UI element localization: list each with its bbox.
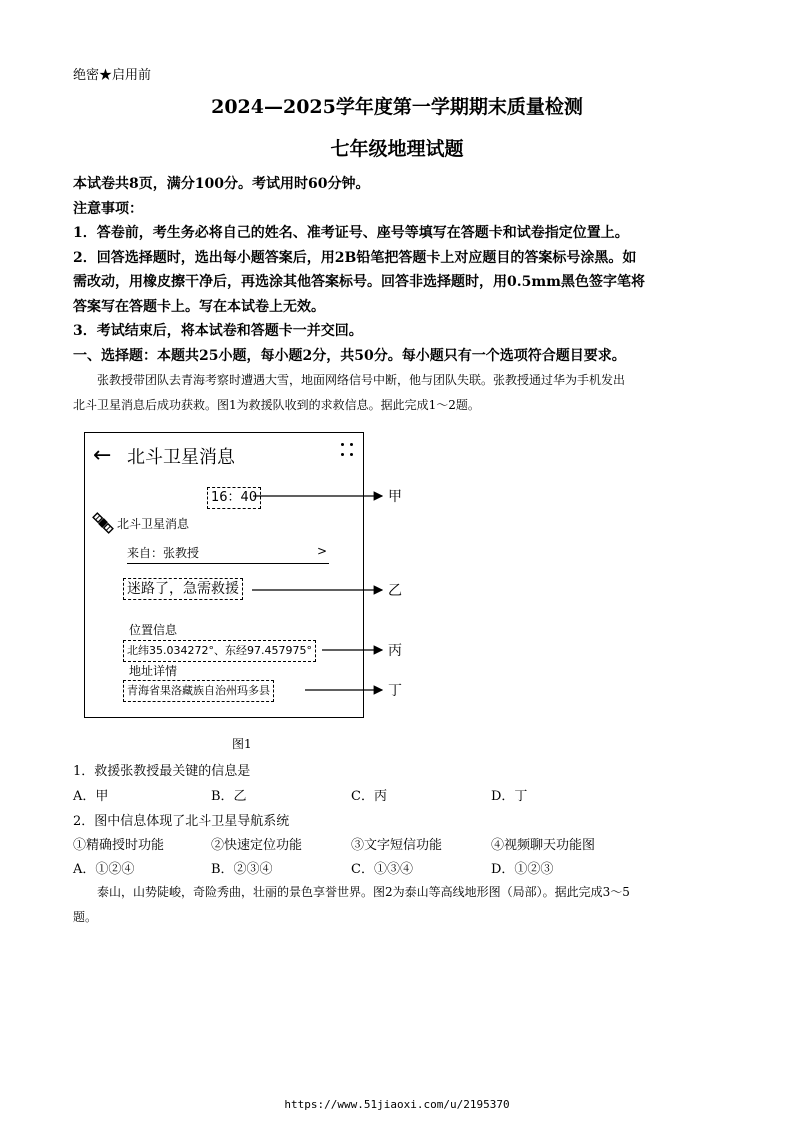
pointer-label-ding: 丁 bbox=[388, 683, 402, 699]
figure-title: 北斗卫星消息 bbox=[127, 447, 235, 468]
q2-option-d: D．①②③ bbox=[491, 862, 554, 877]
note-2-line-3: 答案写在答题卡上。写在本试卷上无效。 bbox=[73, 298, 325, 315]
question-1-stem: 1．救援张教授最关键的信息是 bbox=[73, 764, 251, 779]
q2-statement-3: ③文字短信功能 bbox=[351, 838, 443, 853]
passage-1 bbox=[73, 368, 723, 417]
passage-2 bbox=[73, 880, 723, 929]
note-2-line-2: 需改动，用橡皮擦干净后，再选涂其他答案标号。回答非选择题时，用0.5mm黑色签字笔将 bbox=[73, 274, 645, 290]
note-1: 1．答卷前，考生务必将自己的姓名、准考证号、座号等填写在答题卡和试卷指定位置上。 bbox=[73, 225, 629, 241]
figure-1-caption: 图1 bbox=[232, 737, 252, 751]
pointer-label-yi: 乙 bbox=[388, 583, 402, 599]
coordinates: 北纬35.034272°、东经97.457975° bbox=[123, 640, 316, 662]
address-text: 青海省果洛藏族自治州玛多县 bbox=[123, 680, 274, 702]
menu-dots-icon bbox=[341, 441, 355, 459]
note-2-line-1: 2．回答选择题时，选出每小题答案后，用2B铅笔把答题卡上对应题目的答案标号涂黑。如 bbox=[73, 249, 637, 266]
message-time: 16：40 bbox=[207, 487, 261, 509]
note-3: 3．考试结束后，将本试卷和答题卡一并交回。 bbox=[73, 323, 363, 339]
q2-statement-4: ④视频聊天功能图 bbox=[491, 838, 596, 853]
q2-statement-2: ②快速定位功能 bbox=[211, 838, 303, 853]
q2-statement-1: ①精确授时功能 bbox=[73, 838, 165, 853]
message-text: 迷路了，急需救援 bbox=[123, 578, 243, 600]
notes-title: 注意事项： bbox=[73, 200, 143, 217]
q1-option-b: B．乙 bbox=[211, 789, 247, 804]
pointer-label-bing: 丙 bbox=[388, 643, 402, 659]
q1-option-d: D．丁 bbox=[491, 789, 528, 804]
exam-instructions bbox=[73, 172, 733, 368]
passage-2-line-1: 泰山，山势陡峻，奇险秀曲，壮丽的景色享誉世界。图2为泰山等高线地形图（局部）。据此完成3～5 bbox=[97, 885, 630, 899]
sender-name: 来自：张教授 bbox=[127, 546, 200, 560]
q2-option-a: A．①②④ bbox=[73, 862, 135, 877]
passage-1-line-2: 北斗卫星消息后成功获救。图1为救援队收到的求救信息。据此完成1～2题。 bbox=[73, 397, 480, 412]
q2-option-b: B．②③④ bbox=[211, 862, 273, 877]
pointer-label-jia: 甲 bbox=[388, 489, 402, 505]
exam-subtitle: 七年级地理试题 bbox=[330, 138, 464, 160]
q1-option-a: A．甲 bbox=[73, 789, 109, 804]
satellite-icon bbox=[91, 511, 115, 535]
section-heading: 一、选择题：本题共25小题，每小题2分，共50分。每小题只有一个选项符合题目要求。 bbox=[73, 347, 626, 364]
secret-label: 绝密★启用前 bbox=[73, 68, 152, 83]
q2-option-c: C．①③④ bbox=[351, 862, 413, 877]
back-arrow-icon: ← bbox=[93, 443, 112, 468]
figure-1-phone-screen bbox=[84, 432, 364, 718]
sender-row bbox=[127, 544, 329, 564]
chevron-right-icon: > bbox=[316, 544, 327, 558]
passage-2-line-2: 题。 bbox=[73, 909, 98, 924]
q1-option-c: C．丙 bbox=[351, 789, 387, 804]
location-label: 位置信息 bbox=[129, 623, 178, 637]
address-label: 地址详情 bbox=[129, 664, 178, 678]
exam-title: 2024—2025学年度第一学期期末质量检测 bbox=[211, 96, 583, 118]
footer-url: https://www.51jiaoxi.com/u/2195370 bbox=[284, 1098, 510, 1111]
exam-info: 本试卷共8页，满分100分。考试用时60分钟。 bbox=[73, 176, 370, 192]
question-2-stem: 2．图中信息体现了北斗卫星导航系统 bbox=[73, 814, 290, 829]
passage-1-line-1: 张教授带团队去青海考察时遭遇大雪，地面网络信号中断，他与团队失联。张教授通过华为手机发出 bbox=[97, 373, 626, 387]
satellite-label: 北斗卫星消息 bbox=[117, 517, 190, 531]
